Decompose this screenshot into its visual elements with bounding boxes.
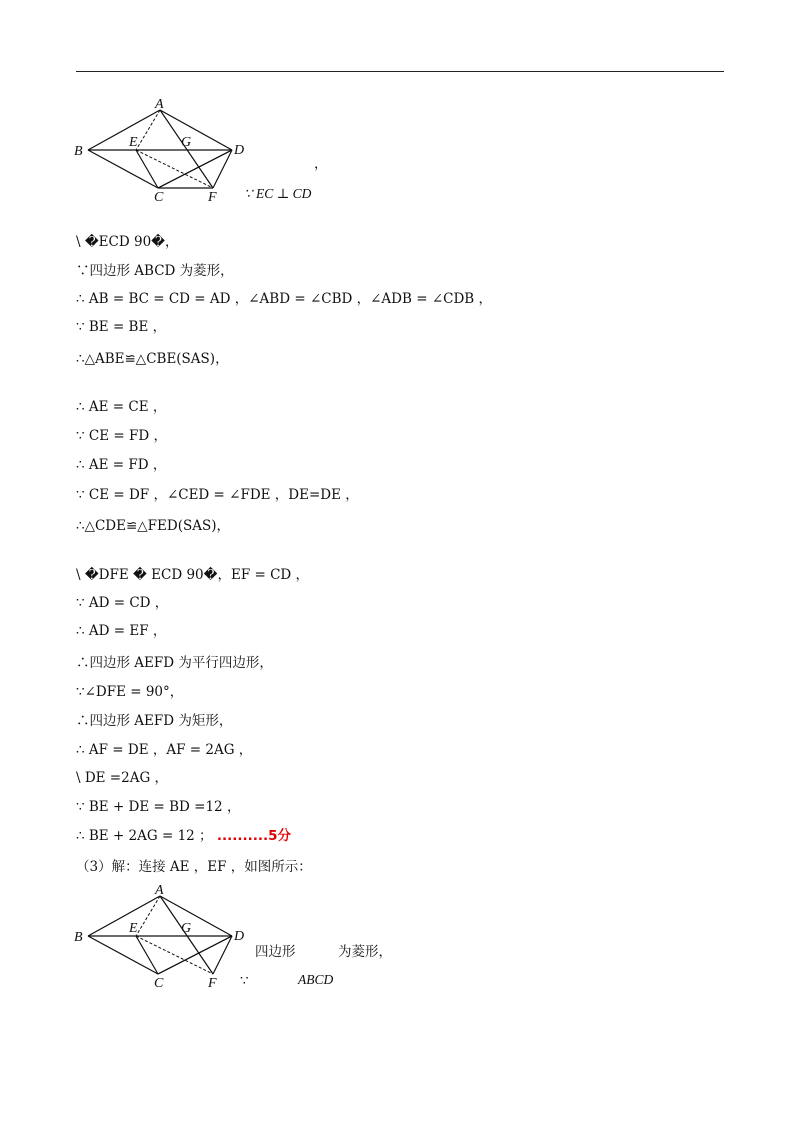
label-B: B <box>74 930 83 945</box>
label-C: C <box>154 190 164 205</box>
step-1: \ �ECD 90�， <box>76 234 179 250</box>
label-D: D <box>234 929 245 944</box>
score-annotation: ..........5分 <box>216 828 292 844</box>
figure1-note: ∵ EC ⊥ CD <box>244 186 312 201</box>
label-E: E <box>129 921 138 936</box>
step-15: ∵∠DFE = 90°， <box>76 684 184 700</box>
step-3: ∴ AB = BC = CD = AD ，∠ABD = ∠CBD ，∠ADB = ∠CDB ， <box>76 291 493 307</box>
label-C: C <box>154 976 164 991</box>
step-12: ∵ AD = CD ， <box>76 595 169 611</box>
step-4: ∵ BE = BE ， <box>76 319 167 335</box>
step-5: ∴△ABE≌△CBE(SAS)， <box>76 351 229 367</box>
label-E: E <box>129 135 138 150</box>
step-16: ∴四边形 AEFD 为矩形， <box>76 713 233 729</box>
figure2-text-quadrilateral: 四边形 <box>255 944 296 960</box>
label-B: B <box>74 144 83 159</box>
label-G: G <box>181 921 192 936</box>
step-6: ∴ AE = CE ， <box>76 399 167 415</box>
geometry-figure-2 <box>70 882 260 992</box>
label-A: A <box>155 883 164 898</box>
figure1-comma: ， <box>314 156 328 172</box>
step-19: ∵ BE + DE = BD =12 ， <box>76 799 241 815</box>
step-14: ∴四边形 AEFD 为平行四边形， <box>76 655 273 671</box>
label-G: G <box>181 135 192 150</box>
figure2-abcd: ABCD <box>298 972 334 987</box>
header-rule <box>76 71 724 72</box>
step-11: \ �DFE � ECD 90�，EF = CD ， <box>76 567 310 583</box>
label-F: F <box>208 976 217 991</box>
step-10: ∴△CDE≌△FED(SAS)， <box>76 518 230 534</box>
step-7: ∵ CE = FD ， <box>76 428 167 444</box>
label-A: A <box>155 97 164 112</box>
step-9: ∵ CE = DF ，∠CED = ∠FDE ，DE=DE ， <box>76 487 359 503</box>
step-20 <box>76 827 291 845</box>
step-13: ∴ AD = EF ， <box>76 623 167 639</box>
step-8: ∴ AE = FD ， <box>76 457 167 473</box>
label-F: F <box>208 190 217 205</box>
step-18: \ DE =2AG ， <box>76 770 169 786</box>
figure2-text-rhombus: 为菱形， <box>338 944 392 960</box>
step-17: ∴ AF = DE ，AF = 2AG ， <box>76 742 253 758</box>
label-D: D <box>234 143 245 158</box>
figure2-because: ∵ <box>240 973 249 989</box>
geometry-figure-1 <box>70 96 260 206</box>
final-step-text: ∴ BE + 2AG = 12 ； <box>76 828 213 844</box>
part3-heading: （3）解：连接 AE ，EF ，如图所示： <box>76 859 312 875</box>
step-2: ∵四边形 ABCD 为菱形， <box>76 263 234 279</box>
